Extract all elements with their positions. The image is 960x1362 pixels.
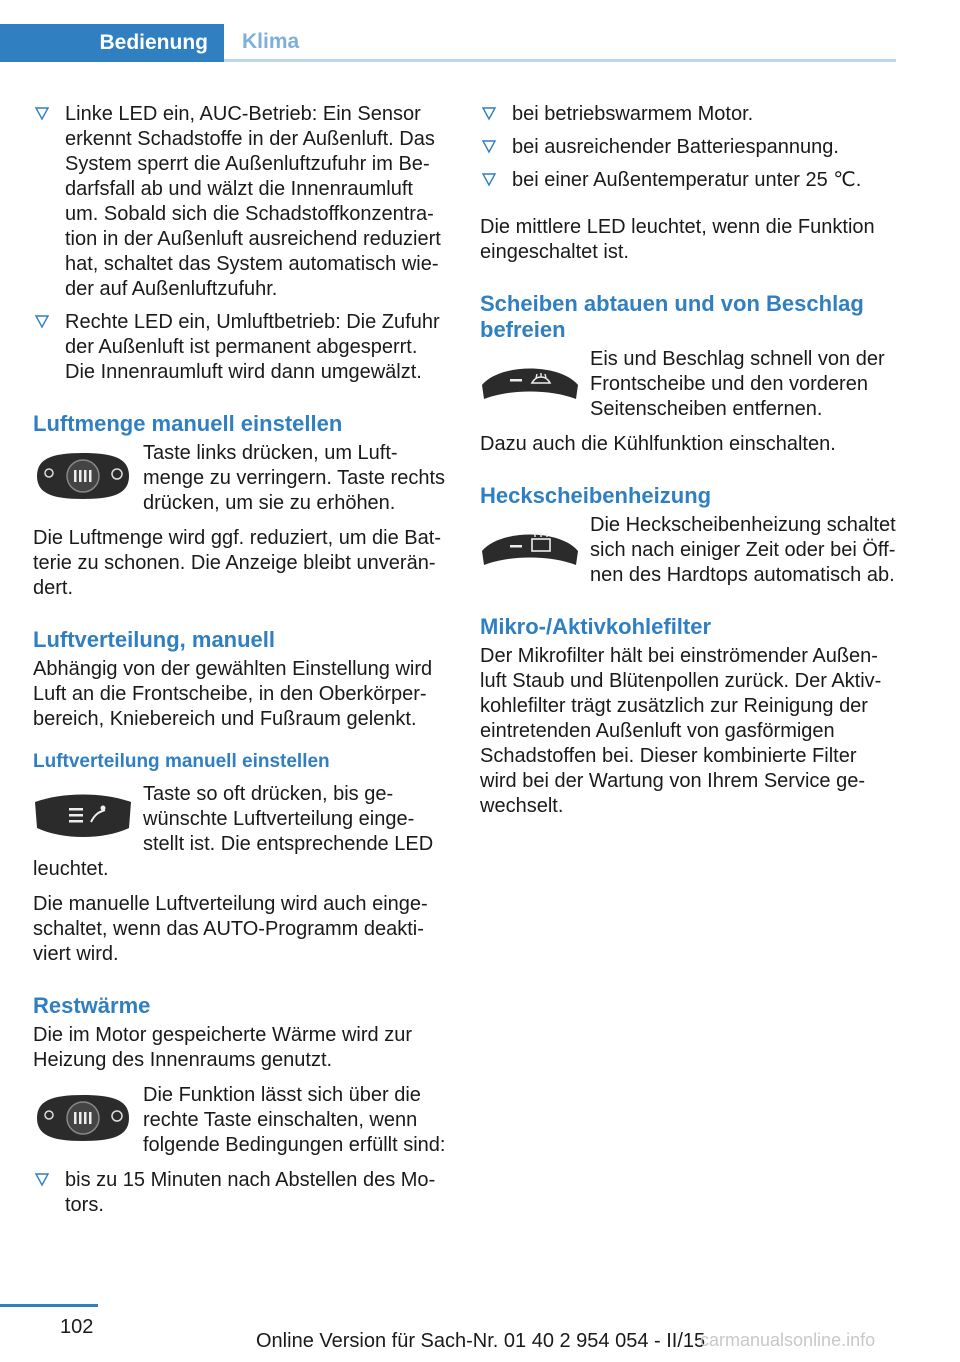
list-item-text: bei betriebswarmem Motor. (512, 103, 754, 125)
verteilung-paragraph-2: Die manuelle Luftverteilung wird auch eingeschaltet, wenn das AUTO-Programm deaktiviert wird. (33, 893, 428, 965)
watermark: carmanualsonline.info (700, 1330, 876, 1350)
led-paragraph: Die mittlere LED leuchtet, wenn die Funktion eingeschaltet ist. (480, 216, 875, 263)
list-item (480, 102, 896, 127)
luftmenge-figure-block (33, 441, 447, 516)
footer-version-text: Online Version für Sach-Nr. 01 40 2 954 054 - II/15 (256, 1330, 706, 1352)
scheiben-figure-text: Eis und Beschlag schnell von der Frontscheibe und den vorderen Seitenscheiben entfernen. (590, 348, 885, 420)
heading-scheiben-abtauen: Scheiben abtauen und von Beschlag befreien (480, 291, 864, 342)
triangle-bullet-icon (482, 173, 496, 187)
subheading-luftverteilung-einstellen: Luftverteilung manuell einstellen (33, 751, 330, 772)
heading-luftmenge: Luftmenge manuell einstellen (33, 411, 343, 436)
rear-defrost-button-icon (480, 515, 580, 581)
left-column (33, 102, 447, 1240)
scheiben-figure-block (480, 347, 896, 422)
list-item-text: Linke LED ein, AUC-Betrieb: Ein Sensor erkennt Schadstoffe in der Außenluft. Das System sperrt die Außenluftzufuhr im Bedarfsfall ab und wälzt die Innenraumluft um. Sobald sich die Schadstoffkonzentration in der Außenluft ausreichend reduziert hat, schaltet das System automatisch wieder auf Außenluftzufuhr. (65, 103, 441, 300)
page-header (0, 0, 960, 64)
right-bullet-list (480, 102, 896, 193)
triangle-bullet-icon (35, 107, 49, 121)
verteilung-figure-block (33, 782, 447, 882)
air-distribution-button-icon (33, 784, 133, 850)
luftmenge-paragraph: Die Luftmenge wird ggf. reduziert, um die Batterie zu schonen. Die Anzeige bleibt unverändert. (33, 527, 441, 599)
page-number: 102 (60, 1316, 94, 1338)
heck-figure-block (480, 513, 896, 588)
triangle-bullet-icon (35, 1173, 49, 1187)
scheiben-paragraph: Dazu auch die Kühlfunktion einschalten. (480, 433, 836, 455)
heading-heckscheibenheizung: Heckscheibenheizung (480, 483, 712, 508)
heck-figure-text: Die Heckscheibenheizung schaltet sich nach einiger Zeit oder bei Öffnen des Hardtops automatisch ab. (590, 514, 896, 586)
right-column (480, 102, 896, 829)
list-item-text: bis zu 15 Minuten nach Abstellen des Motors. (65, 1169, 436, 1216)
tab-bedienung[interactable]: Bedienung (0, 24, 224, 62)
left-bullet-list-bottom (33, 1168, 447, 1218)
footer-accent-line (0, 1304, 98, 1307)
list-item (480, 135, 896, 160)
list-item (33, 310, 447, 385)
restwaerme-figure-block (33, 1083, 447, 1158)
verteilung-figure-text: Taste so oft drücken, bis gewünschte Luftverteilung eingestellt ist. Die entsprechende LED leuchtet. (33, 783, 434, 880)
fan-control-panel-icon (33, 1085, 133, 1151)
heading-restwaerme: Restwärme (33, 993, 151, 1018)
heading-filter: Mikro-/Aktivkohlefilter (480, 614, 712, 639)
front-defrost-button-icon (480, 349, 580, 415)
restwaerme-paragraph: Die im Motor gespeicherte Wärme wird zur Heizung des Innenraums genutzt. (33, 1024, 412, 1071)
list-item (33, 102, 447, 302)
list-item-text: Rechte LED ein, Umluftbetrieb: Die Zufuhr der Außenluft ist permanent abgesperrt. Die Innenraumluft wird dann umgewälzt. (65, 311, 440, 383)
luftverteilung-paragraph: Abhängig von der gewählten Einstellung wird Luft an die Frontscheibe, in den Oberkörperbereich, Kniebereich und Fußraum gelenkt. (33, 658, 433, 730)
list-item (33, 1168, 447, 1218)
triangle-bullet-icon (482, 107, 496, 121)
left-bullet-list-top (33, 102, 447, 385)
restwaerme-figure-text: Die Funktion lässt sich über die rechte Taste einschalten, wenn folgende Bedingungen erfüllt sind: (143, 1084, 446, 1156)
triangle-bullet-icon (35, 315, 49, 329)
triangle-bullet-icon (482, 140, 496, 154)
filter-paragraph: Der Mikrofilter hält bei einströmender Außenluft Staub und Blütenpollen zurück. Der Aktivkohlefilter trägt zusätzlich zur Reinigung der eintretenden Außenluft von gasförmigen Schadstoffen bei. Dieser kombinierte Filter wird bei der Wartung von Ihrem Service gewechselt. (480, 645, 882, 817)
list-item-text: bei ausreichender Batteriespannung. (512, 136, 839, 158)
list-item (480, 168, 896, 193)
list-item-text: bei einer Außentemperatur unter 25 ℃. (512, 169, 862, 191)
heading-luftverteilung: Luftverteilung, manuell (33, 627, 276, 652)
luftmenge-figure-text: Taste links drücken, um Luftmenge zu verringern. Taste rechts drücken, um sie zu erhöhen. (143, 442, 446, 514)
tab-klima[interactable]: Klima (224, 24, 896, 62)
fan-control-panel-icon (33, 443, 133, 509)
